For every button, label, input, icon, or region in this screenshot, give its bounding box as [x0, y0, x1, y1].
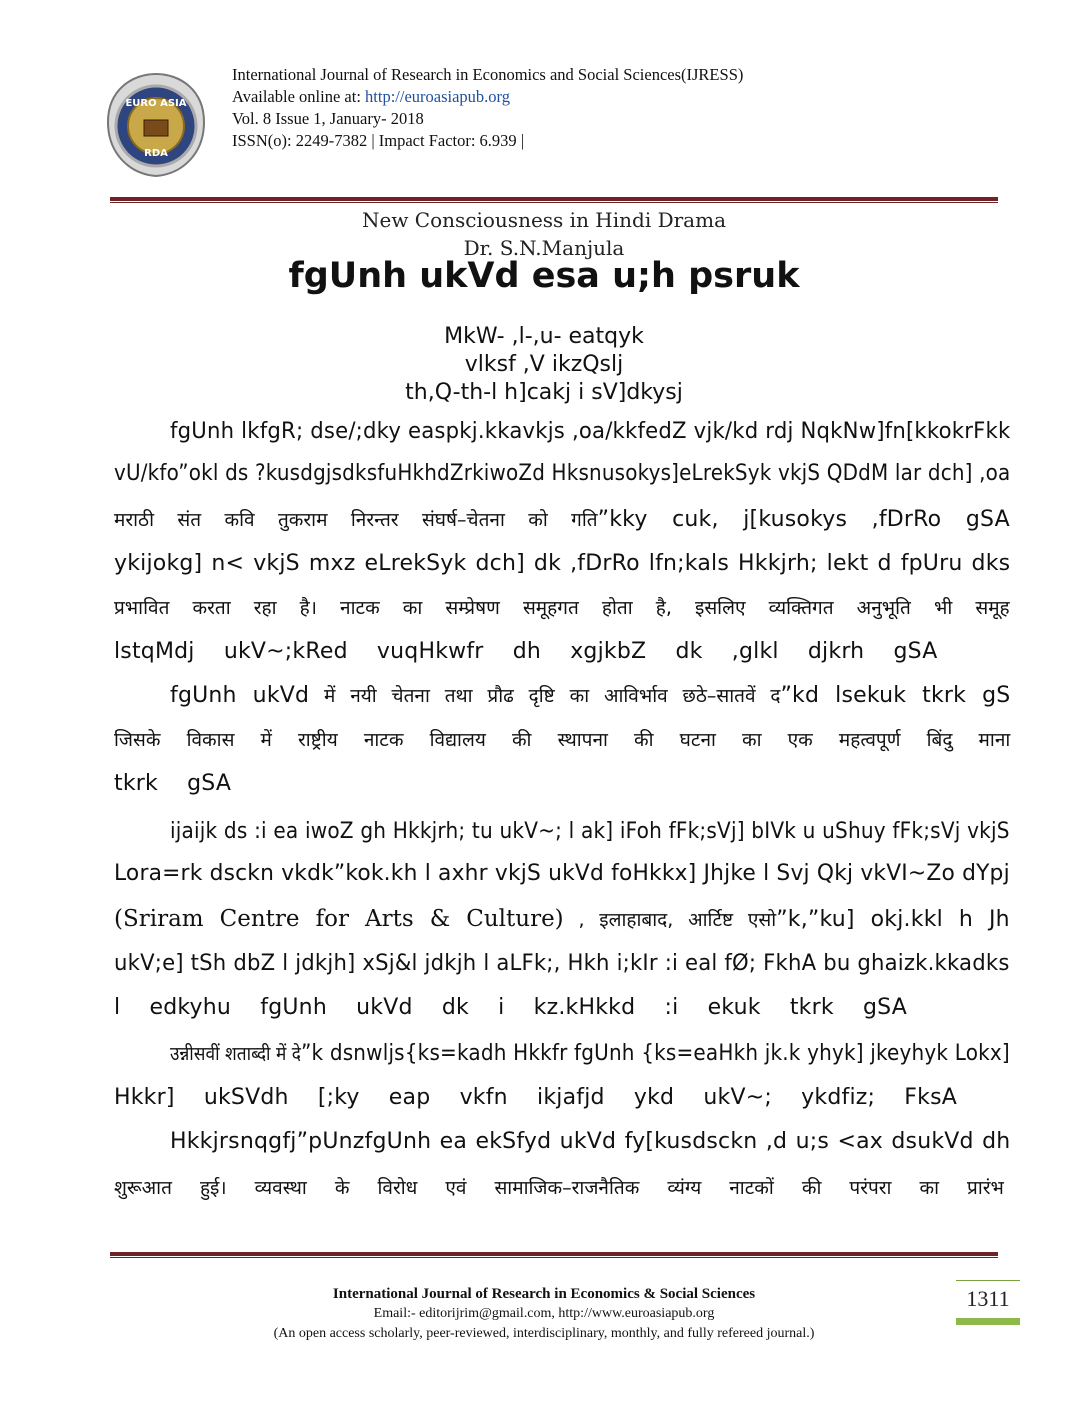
volume-info: Vol. 8 Issue 1, January- 2018: [232, 109, 424, 128]
paper-title-english: New Consciousness in Hindi Drama: [361, 208, 726, 232]
body-line: [114, 594, 1010, 620]
body-text: प्रभावित करता रहा है। नाटक का सम्प्रेषण समूहगत होता है, इसलिए व्यक्तिगत अनुभूति भी समूह: [114, 597, 1010, 619]
footer-journal: International Journal of Research in Economics & Social Sciences: [332, 1286, 756, 1302]
journal-link[interactable]: http://euroasiapub.org: [365, 87, 510, 106]
logo-text-top: EURO ASIA: [125, 98, 187, 109]
body-line: [170, 682, 1010, 708]
body-line: [114, 860, 1010, 886]
body-text-segment: ”kky cuk, j[kusokys ,fDrRo gSA: [597, 507, 1010, 532]
body-text: Lora=rk dsckn vkdk”kok.kh l axhr vkjS ukVd foHkkx] Jhjke l Svj Qkj vkVI~Zo dYpj: [114, 861, 1010, 886]
logo-text-bottom: RDA: [144, 148, 168, 159]
author-designation: vlksf ,V ikzQslj: [464, 352, 624, 377]
availability-line: [232, 86, 743, 108]
body-line: [114, 550, 1010, 576]
body-line: [170, 818, 1010, 844]
body-text-segment: (Sriram Centre for Arts & Culture): [114, 906, 564, 932]
body-line: [170, 1128, 1010, 1154]
body-text: tkrk gSA: [114, 771, 232, 796]
body-line: [114, 1084, 957, 1110]
footer-note: (An open access scholarly, peer-reviewed, interdisciplinary, monthly, and fully refereed journal.): [273, 1326, 815, 1341]
body-line: [114, 1174, 1004, 1200]
available-label: Available online at:: [232, 87, 366, 106]
issn-info: ISSN(o): 2249-7382 | Impact Factor: 6.939 |: [232, 131, 525, 150]
author-affiliation: th,Q-th-l h]cakj i sV]dkysj: [405, 380, 683, 405]
body-text-segment: ”k dsnwljs{ks=kadh Hkkfr fgUnh {ks=eaHkh jk.k yhyk] jkeyhyk Lokx]: [300, 1041, 1010, 1066]
body-text-segment: उन्नीसवीं शताब्दी में दे: [170, 1043, 301, 1065]
journal-logo: [100, 70, 212, 182]
footer-email: Email:- editorijrim@gmail.com, http://www.euroasiapub.org: [373, 1306, 715, 1321]
page-number: 1311: [956, 1280, 1020, 1325]
body-text: lstqMdj ukV~;kRed vuqHkwfr dh xgjkbZ dk ,glkl djkrh gSA: [114, 639, 938, 664]
body-text-segment: मराठी संत कवि तुकराम निरन्तर संघर्ष–चेतना को गति: [114, 509, 598, 531]
page-number-bar: [956, 1318, 1020, 1325]
body-line: [170, 1040, 1010, 1066]
body-text-segment: fgUnh ukVd: [170, 683, 310, 708]
body-text: शुरूआत हुई। व्यवस्था के विरोध एवं सामाजिक–राजनैतिक व्यंग्य नाटकों की परंपरा का प्रारंभ: [114, 1177, 1004, 1199]
journal-name: International Journal of Research in Economics and Social Sciences(IJRESS): [232, 65, 744, 84]
header-divider: [110, 197, 998, 203]
body-line: [114, 950, 1010, 976]
body-line: [114, 770, 231, 796]
body-text: ykijokg] n< vkjS mxz eLrekSyk dch] dk ,fDrRo lfn;kals Hkkjrh; lekt d fpUru dks: [114, 551, 1011, 576]
body-text: Hkkr] ukSVdh [;ky eap vkfn ikjafjd ykd ukV~; ykdfiz; FksA: [114, 1085, 958, 1110]
body-text: fgUnh lkfgR; dse/;dky easpkj.kkavkjs ,oa/kkfedZ vjk/kd rdj NqkNw]fn[kkokrFkk: [170, 419, 1011, 444]
body-line: [170, 418, 1010, 444]
body-text: ukV;e] tSh dbZ l jdkjh] xSj&l jdkjh l aLFk;, Hkh i;kIr :i eal fØ; FkhA bu ghaizk.kkadks: [114, 951, 1010, 976]
body-line: [114, 994, 907, 1020]
footer-divider: [110, 1252, 998, 1258]
body-text: ijaijk ds :i ea iwoZ gh Hkkjrh; tu ukV~; l ak] iFoh fFk;sVj] bIVk u uShuy fFk;sVj vkjS: [170, 819, 1010, 844]
page-footer: [0, 1284, 1088, 1344]
body-text: l edkyhu fgUnh ukVd dk i kz.kHkkd :i ekuk tkrk gSA: [114, 995, 907, 1020]
body-text: vU/kfo”okl ds ?kusdgjsdksfuHkhdZrkiwoZd Hksnusokys]eLrekSyk vkjS QDdM lar dch] ,oa: [114, 461, 1011, 486]
body-text-segment: , इलाहाबाद, आर्टिष्ट एसो: [563, 909, 777, 931]
body-line: [114, 506, 1010, 532]
body-line: [114, 460, 1010, 486]
paper-author-english: Dr. S.N.Manjula: [463, 236, 625, 260]
body-line: [114, 726, 1010, 752]
body-text-segment: ”kd lsekuk tkrk gS: [780, 683, 1011, 708]
body-line: [114, 906, 1010, 932]
body-text: जिसके विकास में राष्ट्रीय नाटक विद्यालय की स्थापना की घटना का एक महत्वपूर्ण बिंदु माना: [114, 729, 1011, 751]
journal-header: [100, 64, 1000, 204]
body-text: Hkkjrsnqgfj”pUnzfgUnh ea ekSfyd ukVd fy[kusdsckn ,d u;s <ax dsukVd dh: [170, 1129, 1011, 1154]
body-text-segment: में नयी चेतना तथा प्रौढ दृष्टि का आविर्भाव छठे–सातवें द: [309, 685, 781, 707]
author-name: MkW- ,l-,u- eatqyk: [444, 324, 644, 349]
body-line: [114, 638, 938, 664]
paper-title-hindi: fgUnh ukVd esa u;h psruk: [288, 256, 800, 296]
body-text-segment: ”k,”ku] okj.kkl h Jh: [776, 907, 1010, 932]
journal-info: [232, 64, 743, 152]
